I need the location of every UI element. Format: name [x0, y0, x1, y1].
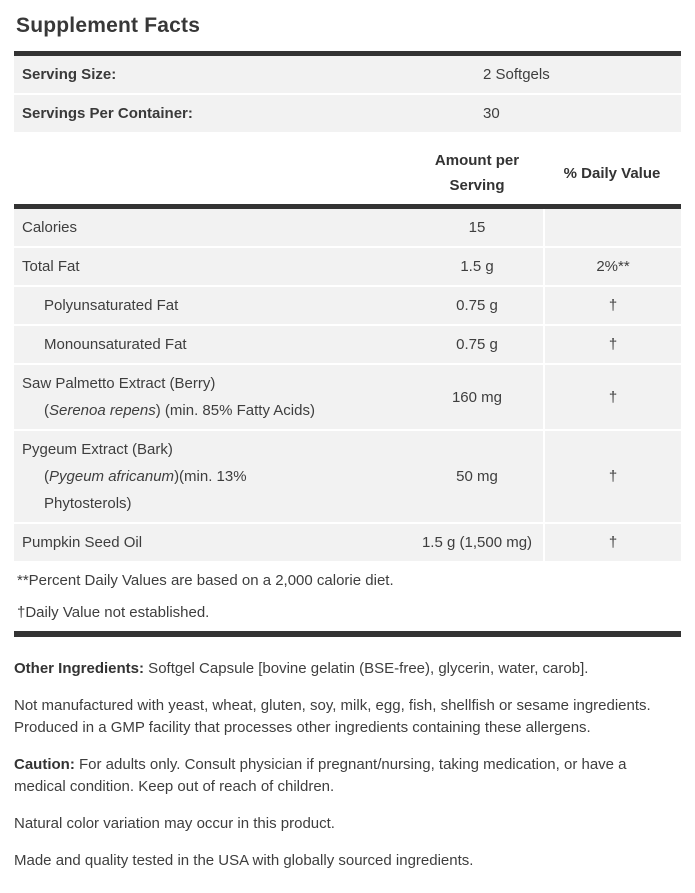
nutrient-daily-value — [543, 209, 681, 246]
table-row — [14, 209, 681, 248]
nutrient-name: Monounsaturated Fat — [44, 336, 187, 353]
footnotes — [14, 572, 681, 621]
made-in-usa-paragraph: Made and quality tested in the USA with globally sourced ingredients. — [14, 852, 474, 869]
bottom-text — [14, 658, 681, 872]
nutrient-name: Total Fat — [22, 258, 80, 275]
nutrient-rows — [14, 209, 681, 563]
caution-label: Caution: — [14, 756, 75, 773]
serving-size-row — [14, 56, 681, 93]
nutrient-name: Pumpkin Seed Oil — [22, 534, 143, 551]
nutrient-amount: 0.75 g — [456, 297, 498, 314]
other-ingredients-label: Other Ingredients: — [14, 660, 145, 677]
table-header-row — [14, 148, 681, 198]
table-row — [14, 287, 681, 326]
page-title: Supplement Facts — [16, 14, 201, 37]
nutrient-name: Calories — [22, 219, 78, 236]
servings-per-container-value: 30 — [483, 105, 500, 122]
nutrient-daily-value: † — [543, 431, 681, 522]
nutrient-name: Polyunsaturated Fat — [44, 297, 179, 314]
other-ingredients-paragraph: Other Ingredients: Softgel Capsule [bovine gelatin (BSE-free), glycerin, water, carob]. — [14, 660, 589, 677]
servings-per-container-row — [14, 95, 681, 132]
nutrient-amount: 1.5 g — [460, 258, 494, 275]
servings-per-container-label: Servings Per Container: — [22, 105, 193, 122]
allergen-paragraph: Not manufactured with yeast, wheat, gluten, soy, milk, egg, fish, shellfish or sesame ingredients. Produced in a GMP facility that processes other ingredients containing these allergens. — [14, 697, 651, 736]
nutrient-amount: 0.75 g — [456, 336, 498, 353]
table-row — [14, 431, 681, 524]
caution-paragraph: Caution: For adults only. Consult physician if pregnant/nursing, taking medication, or have a medical condition. Keep out of reach of children. — [14, 756, 627, 795]
nutrient-amount: 160 mg — [451, 388, 503, 406]
footnote-daily-values: **Percent Daily Values are based on a 2,000 calorie diet. — [17, 572, 394, 589]
bottom-rule — [14, 631, 681, 637]
serving-size-value: 2 Softgels — [483, 66, 550, 83]
nutrient-daily-value: † — [543, 365, 681, 429]
table-row — [14, 524, 681, 563]
table-row — [14, 248, 681, 287]
nutrient-amount: 15 — [468, 219, 486, 236]
nutrient-daily-value: 2%** — [543, 248, 681, 285]
table-row — [14, 365, 681, 431]
nutrient-daily-value: † — [543, 287, 681, 324]
footnote-dagger: †Daily Value not established. — [17, 604, 210, 621]
nutrient-name: Saw Palmetto Extract (Berry) (Serenoa repens) (min. 85% Fatty Acids) — [22, 375, 315, 419]
serving-size-label: Serving Size: — [22, 66, 117, 83]
daily-value-header: % Daily Value — [563, 164, 661, 182]
color-variation-paragraph: Natural color variation may occur in this product. — [14, 815, 335, 832]
table-row — [14, 326, 681, 365]
nutrient-amount: 1.5 g (1,500 mg) — [421, 534, 533, 551]
amount-per-serving-header: Amount per Serving — [434, 152, 520, 194]
nutrient-daily-value: † — [543, 326, 681, 363]
nutrient-name: Pygeum Extract (Bark) (Pygeum africanum)(min. 13% Phytosterols) — [22, 441, 247, 512]
nutrient-daily-value: † — [543, 524, 681, 561]
nutrient-amount: 50 mg — [456, 468, 498, 485]
